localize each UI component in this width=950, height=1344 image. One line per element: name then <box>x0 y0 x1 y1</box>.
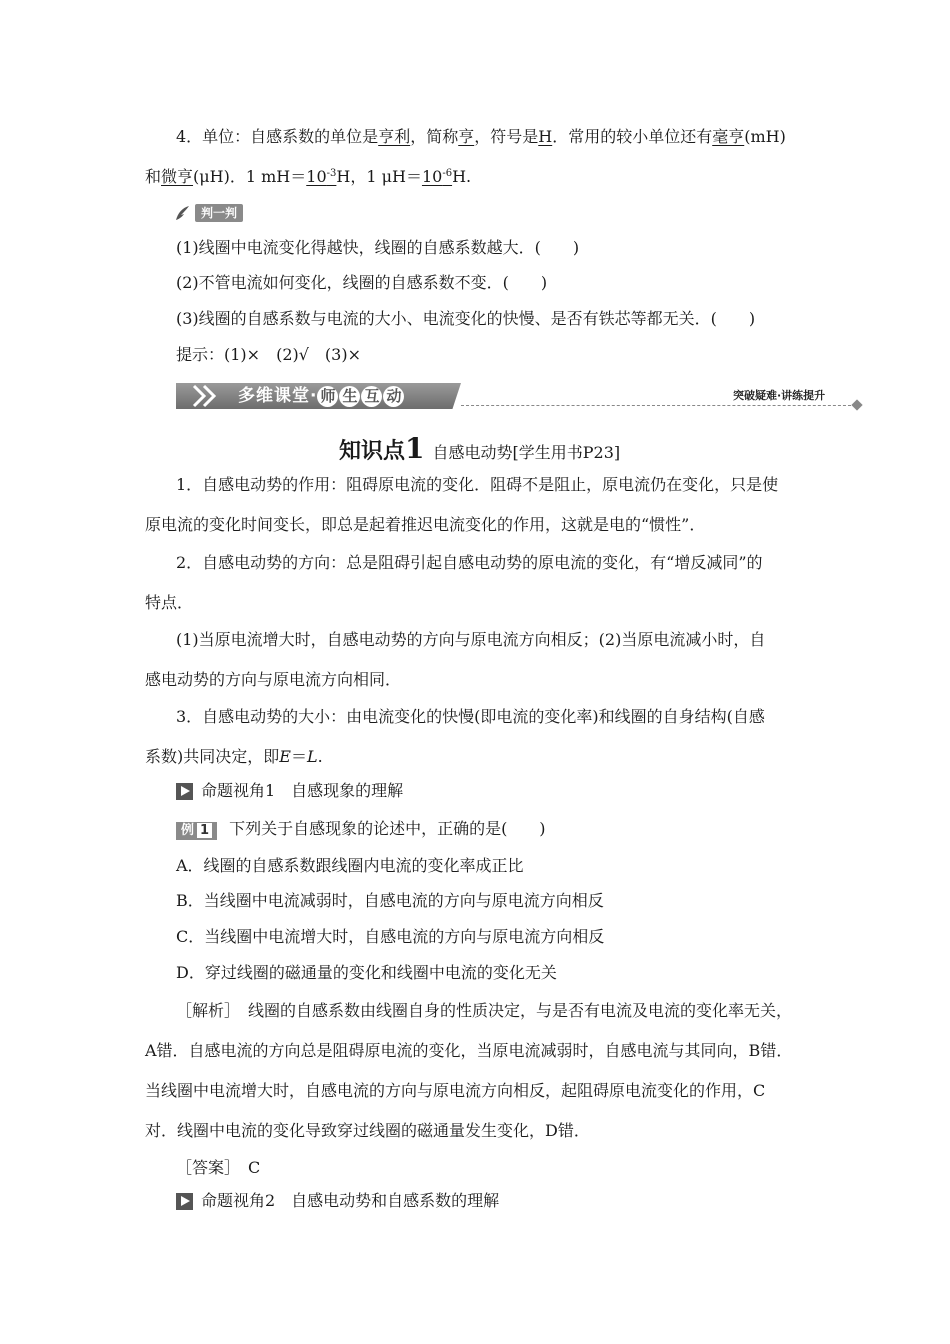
example-question: 例 1 下列关于自感现象的论述中，正确的是( ) <box>176 818 546 840</box>
banner-rule <box>461 405 856 406</box>
formula-line: 系数)共同决定，即E＝L. <box>145 747 323 766</box>
body-line: 特点． <box>145 593 194 612</box>
knowledge-point-title: 知识点1 自感电动势[学生用书P23] <box>339 432 621 465</box>
play-icon <box>176 783 193 800</box>
option-item: A．线圈的自感系数跟线圈内电流的变化率成正比 <box>176 856 524 875</box>
view-heading-2: 命题视角2 自感电动势和自感系数的理解 <box>176 1190 499 1212</box>
body-line: 1．自感电动势的作用：阻碍原电流的变化．阻碍不是阻止，原电流仍在变化，只是使 <box>176 475 779 494</box>
analysis-line: ［解析］ 线圈的自感系数由线圈自身的性质决定，与是否有电流及电流的变化率无关， <box>176 1001 793 1020</box>
option-item: B．当线圈中电流减弱时，自感电流的方向与原电流方向相反 <box>176 891 604 910</box>
view-heading-1: 命题视角1 自感现象的理解 <box>176 780 403 802</box>
body-line: 3．自感电动势的大小：由电流变化的快慢(即电流的变化率)和线圈的自身结构(自感 <box>176 707 765 726</box>
unit-line-2: 和微亨(μH)．1 $mH=10^{-3}H$，1 $\mu H=10^{-6}H$. <box>145 167 472 186</box>
underlined-term: $10^{-6}$ <box>421 167 453 186</box>
underlined-term: 微亨 <box>161 167 194 186</box>
judge-badge-label: 判一判 <box>195 204 243 222</box>
banner-title: 多维课堂· 师 生 互 动 <box>238 385 405 407</box>
example-badge: 例 1 <box>176 822 217 840</box>
underlined-term: 毫亨 <box>712 127 745 146</box>
play-icon <box>176 1193 193 1210</box>
underlined-term: 亨 <box>458 127 475 146</box>
unit-line-1: 4．单位：自感系数的单位是亨利，简称亨，符号是H．常用的较小单位还有毫亨(mH) <box>176 127 786 146</box>
analysis-line: 当线圈中电流增大时，自感电流的方向与原电流方向相反，起阻碍原电流变化的作用，C <box>145 1081 766 1100</box>
underlined-term: $10^{-3}$ <box>306 167 337 186</box>
judge-item: (1)线圈中电流变化得越快，线圈的自感系数越大．( ) <box>176 238 580 257</box>
analysis-line: 对．线圈中电流的变化导致穿过线圈的磁通量发生变化，D错． <box>145 1121 590 1140</box>
judge-badge <box>174 202 243 224</box>
body-line: 2．自感电动势的方向：总是阻碍引起自感电动势的原电流的变化，有“增反减同”的 <box>176 553 763 572</box>
pen-icon <box>174 204 192 222</box>
option-item: D．穿过线圈的磁通量的变化和线圈中电流的变化无关 <box>176 963 557 982</box>
section-banner <box>176 383 866 413</box>
judge-item: (2)不管电流如何变化，线圈的自感系数不变．( ) <box>176 273 548 292</box>
banner-right-label: 突破疑难·讲练提升 <box>733 389 826 402</box>
analysis-line: A错．自感电流的方向总是阻碍原电流的变化，当原电流减弱时，自感电流与其同向，B错． <box>145 1041 793 1060</box>
judge-item: (3)线圈的自感系数与电流的大小、电流变化的快慢、是否有铁芯等都无关．( ) <box>176 309 756 328</box>
judge-hint: 提示：(1)× (2)√ (3)× <box>176 345 362 364</box>
body-line: 原电流的变化时间变长，即总是起着推迟电流变化的作用，这就是电的“惯性”． <box>145 515 706 534</box>
body-line: 感电动势的方向与原电流方向相同． <box>145 670 402 689</box>
body-line: (1)当原电流增大时，自感电动势的方向与原电流方向相反；(2)当原电流减小时，自 <box>176 630 766 649</box>
option-item: C．当线圈中电流增大时，自感电流的方向与原电流方向相反 <box>176 927 605 946</box>
underlined-term: H <box>538 127 553 146</box>
diamond-icon <box>851 399 862 410</box>
underlined-term: 亨利 <box>378 127 411 146</box>
double-chevron-icon <box>190 384 234 408</box>
answer-line: ［答案］ C <box>176 1158 261 1177</box>
